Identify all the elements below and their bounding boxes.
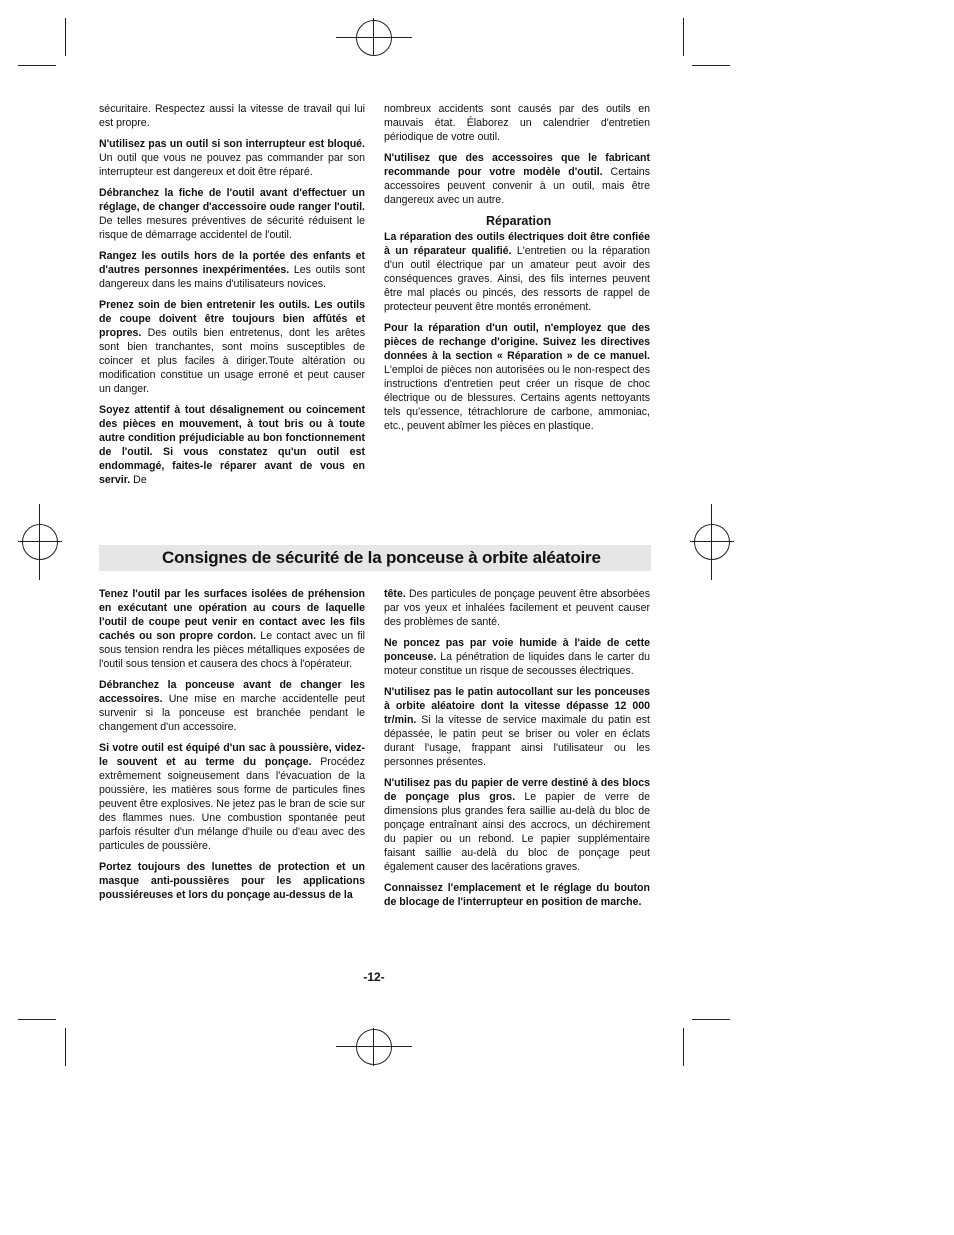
paragraph: Débranchez la ponceuse avant de changer les accessoires. Une mise en marche accidentelle peut survenir si la ponceuse est branchée pendant le changement d'un accessoire. bbox=[99, 679, 365, 733]
paragraph: Soyez attentif à tout désalignement ou coincement des pièces en mouvement, à tout bris ou à toute autre condition préjudiciable au bon fonctionnement de l'outil. Si vous constatez qu'un outil est endommagé, faites-le réparer avant de vous en servir. De bbox=[99, 404, 365, 486]
paragraph: Si votre outil est équipé d'un sac à poussière, videz-le souvent et au terme du ponçage. Procédez extrêmement soigneusement dans l'évacuation de la poussière, les matières sous forme de particules fines peuvent être explosives. Ne jetez pas le bran de scie sur des flammes nues. Une combustion spontanée peut parfois résulter d'un mélange d'huile ou d'eau avec des particules de poussière. bbox=[99, 742, 365, 852]
paragraph: Tenez l'outil par les surfaces isolées de préhension en exécutant une opération au cours de laquelle l'outil de coupe peut venir en contact avec les fils cachés ou son propre cordon. Le contact avec un fil sous tension rendra les pièces métalliques exposées de l'outil sous tension et causera des chocs à l'opérateur. bbox=[99, 588, 366, 670]
paragraph: Prenez soin de bien entretenir les outils. Les outils de coupe doivent être toujours bien affûtés et propres. Des outils bien entretenus, dont les arêtes sont bien tranchantes, sont moins susceptibles de coincer et plus faciles à diriger.Toute altération ou modification constitue un usage erroné et peut causer un danger. bbox=[99, 299, 365, 395]
paragraph: N'utilisez que des accessoires que le fabricant recommande pour votre modèle d'outil. Certains accessoires peuvent convenir à un outil, mais être dangereux avec un autre. bbox=[384, 152, 650, 206]
section-title-banner bbox=[99, 545, 651, 571]
paragraph: Ne poncez pas par voie humide à l'aide de cette ponceuse. La pénétration de liquides dans le carter du moteur constitue un risque de secousses électriques. bbox=[384, 637, 650, 677]
paragraph: Rangez les outils hors de la portée des enfants et d'autres personnes inexpérimentées. Les outils sont dangereux dans les mains d'utilisateurs novices. bbox=[99, 250, 365, 290]
paragraph: Portez toujours des lunettes de protection et un masque anti-poussières pour les applications poussiéreuses et lors du ponçage au-dessus de la bbox=[99, 861, 365, 901]
bottom-right-column bbox=[384, 587, 650, 916]
paragraph: nombreux accidents sont causés par des outils en mauvais état. Élaborez un calendrier d'entretien périodique de votre outil. bbox=[384, 103, 650, 143]
paragraph: Débranchez la fiche de l'outil avant d'effectuer un réglage, de changer d'accessoire oude ranger l'outil. De telles mesures préventives de sécurité réduisent le risque de démarrage accidentel de l'outil. bbox=[99, 187, 365, 241]
paragraph: sécuritaire. Respectez aussi la vitesse de travail qui lui est propre. bbox=[99, 103, 365, 129]
section-title: Consignes de sécurité de la ponceuse à orbite aléatoire bbox=[162, 548, 601, 567]
paragraph: N'utilisez pas du papier de verre destiné à des blocs de ponçage plus gros. Le papier de verre de dimensions plus grandes fera saillie au-delà du bloc de ponçage entraînant ainsi des accrocs, un déchirement du papier ou un rebond. Le papier supplémentaire faisant saillie au-delà du bloc de ponçage peut également causer des lacérations graves. bbox=[384, 777, 650, 873]
paragraph: Pour la réparation d'un outil, n'employez que des pièces de rechange d'origine. Suivez les directives données à la section « Réparation » de ce manuel. L'emploi de pièces non autorisées ou le non-respect des instructions d'entretien peut créer un risque de choc électrique ou de blessures. Certains agents nettoyants tels qu'essence, tétrachlorure de carbone, ammoniac, etc., peuvent abîmer les pièces en plastique. bbox=[384, 322, 650, 432]
top-right-column bbox=[384, 102, 650, 440]
paragraph: tête. Des particules de ponçage peuvent être absorbées par vos yeux et inhalées facilement et peuvent causer des problèmes de santé. bbox=[384, 588, 650, 628]
paragraph: N'utilisez pas un outil si son interrupteur est bloqué. Un outil que vous ne pouvez pas commander par son interrupteur est dangereux et doit être réparé. bbox=[99, 138, 365, 178]
paragraph: La réparation des outils électriques doit être confiée à un réparateur qualifié. L'entretien ou la réparation d'un outil électrique par un amateur peut avoir des conséquences graves. Ainsi, des fils internes peuvent être mal placés ou pincés, des ressorts de rappel de protecteur peuvent être montés erronément. bbox=[384, 231, 650, 313]
subheading-reparation: Réparation bbox=[486, 214, 552, 228]
top-left-column bbox=[99, 102, 365, 494]
page-number: -12- bbox=[363, 970, 385, 984]
bottom-left-column bbox=[99, 587, 365, 909]
paragraph: N'utilisez pas le patin autocollant sur les ponceuses à orbite aléatoire dont la vitesse dépasse 12 000 tr/min. Si la vitesse de service maximale du patin est dépassée, le patin peut se briser ou voler en éclats durant l'usage, frappant ainsi l'utilisateur ou les personnes présentes. bbox=[384, 686, 650, 768]
paragraph: Connaissez l'emplacement et le réglage du bouton de blocage de l'interrupteur en position de marche. bbox=[384, 882, 650, 908]
